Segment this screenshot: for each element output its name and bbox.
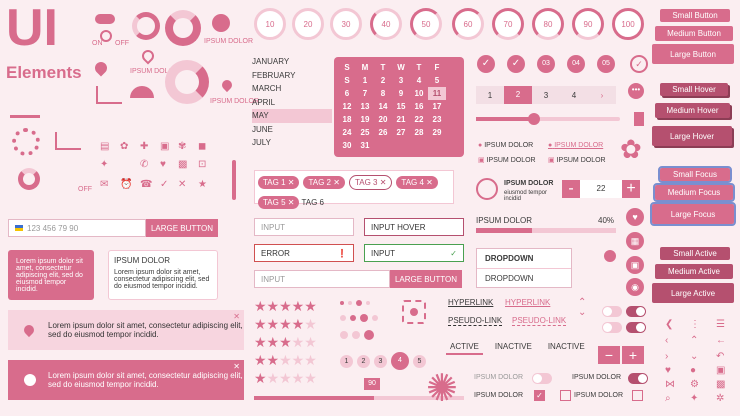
pagination: [476, 86, 616, 104]
cart-icon[interactable]: ▣: [626, 256, 644, 274]
flower-icon: ✾: [178, 141, 187, 152]
chat-icon: ▤: [100, 141, 110, 152]
bookmark-icon[interactable]: [634, 112, 644, 126]
weekday-label: S: [344, 63, 350, 72]
calendar-day[interactable]: 17: [432, 102, 442, 111]
stepper-minus-button[interactable]: -: [562, 180, 580, 198]
pin-outline-icon: [140, 48, 157, 65]
value-badge: 90: [364, 378, 380, 390]
calendar-day[interactable]: 5: [434, 76, 440, 85]
progress-circle: 100: [612, 8, 644, 40]
chevron-icon[interactable]: ❮: [665, 319, 674, 330]
pseudo-link[interactable]: PSEUDO-LINK: [448, 316, 503, 325]
settings-icon: ✿: [120, 141, 129, 152]
page-num-active[interactable]: 4: [391, 352, 409, 370]
large-button[interactable]: LARGE BUTTON: [390, 270, 462, 288]
more-icon[interactable]: •••: [628, 83, 644, 99]
star-icon: ✦: [100, 159, 109, 170]
ring-chart-icon: [165, 60, 209, 104]
user-icon: [24, 374, 36, 386]
chevron-right-icon[interactable]: ›: [600, 90, 604, 100]
profile-name: IPSUM DOLOR: [504, 180, 554, 187]
progress-circle: 20: [292, 8, 324, 40]
page-num[interactable]: 3: [374, 355, 387, 368]
checkbox-checked[interactable]: ✓: [534, 390, 545, 401]
heart-icon[interactable]: ♥: [665, 365, 671, 376]
page-number-row: [340, 352, 426, 370]
phone-icon: ✆: [140, 159, 149, 170]
toggle-row[interactable]: IPSUM DOLOR: [572, 374, 622, 381]
large-focus-button[interactable]: Large Focus: [652, 204, 734, 224]
grid-icon[interactable]: ▦: [626, 232, 644, 250]
page-num[interactable]: 1: [340, 355, 353, 368]
month-item[interactable]: JANUARY: [252, 57, 290, 66]
user-icon-row[interactable]: ● IPSUM DOLOR: [478, 142, 534, 149]
spinner-arrows-icon[interactable]: ⌃ ⌄: [578, 297, 587, 318]
input-hover-field[interactable]: INPUT HOVER: [364, 218, 464, 236]
tooltip-title: IPSUM DOLOR: [114, 256, 171, 265]
alert-dark: [8, 360, 244, 400]
weekday-label: S: [344, 76, 350, 85]
weekday-label: F: [434, 63, 440, 72]
calendar-day[interactable]: 20: [378, 115, 388, 124]
weekday-label: T: [380, 63, 386, 72]
weekday-label: T: [416, 63, 422, 72]
tooltip-pink: Lorem ipsum dolor sit amet, consectetur adipiscing elit, sed do eiusmod tempor incidid.: [8, 250, 94, 300]
calendar-day[interactable]: 14: [378, 102, 388, 111]
calendar-day[interactable]: 9: [398, 89, 404, 98]
tag-new-text[interactable]: TAG 6: [301, 198, 324, 207]
progress-circle: 60: [452, 8, 484, 40]
bag-icon: ◼: [198, 141, 207, 152]
month-item[interactable]: MARCH: [252, 84, 282, 93]
pie-chart-icon: [212, 14, 230, 32]
calendar: [334, 57, 464, 157]
page-subtitle: Elements: [6, 63, 82, 82]
small-active-button[interactable]: Small Active: [660, 247, 730, 260]
toggle-on[interactable]: [626, 322, 646, 333]
page-1[interactable]: 1: [487, 90, 493, 100]
sunburst-icon: ✺: [426, 368, 458, 410]
check-circle-icon[interactable]: ✓: [630, 55, 648, 73]
phone-icon: ☎: [140, 179, 153, 190]
map-pin-icon: [93, 60, 110, 77]
step-3[interactable]: 03: [537, 55, 555, 73]
check-icon: ✓: [450, 248, 457, 258]
month-item-selected[interactable]: MAY: [252, 109, 332, 123]
calendar-day[interactable]: 2: [380, 76, 386, 85]
calendar-day[interactable]: 10: [414, 89, 424, 98]
medium-button[interactable]: Medium Button: [655, 26, 733, 41]
alarm-icon: ⏰: [120, 179, 133, 190]
hyperlink-hover[interactable]: HYPERLINK: [505, 298, 551, 307]
cart-icon-row[interactable]: ▣ IPSUM DOLOR: [548, 157, 606, 164]
small-focus-button[interactable]: Small Focus: [660, 168, 730, 181]
calendar-day[interactable]: 28: [414, 128, 424, 137]
range-slider[interactable]: [476, 117, 620, 121]
small-button[interactable]: Small Button: [660, 9, 730, 22]
plus-button[interactable]: +: [622, 346, 644, 364]
tab-active[interactable]: ACTIVE: [446, 340, 483, 355]
calendar-day[interactable]: 25: [360, 128, 370, 137]
heart-icon: ♥: [160, 159, 166, 170]
large-button[interactable]: LARGE BUTTON: [146, 219, 218, 237]
star-rating[interactable]: ★★★★★ ★★★★★ ★★★★★ ★★★★★ ★★★★★: [254, 298, 317, 386]
star-icon[interactable]: ✦: [690, 393, 699, 404]
list-icon[interactable]: ☰: [716, 319, 725, 330]
scrollbar[interactable]: [232, 160, 236, 200]
progress-circle: 70: [492, 8, 524, 40]
tooltip-light: [108, 250, 218, 300]
tag-chip[interactable]: TAG 2 ✕: [303, 176, 344, 189]
tab-inactive[interactable]: INACTIVE: [547, 342, 585, 351]
checkbox-row[interactable]: IPSUM DOLOR: [474, 392, 524, 399]
weekday-label: W: [397, 63, 405, 72]
dots-indicator: [340, 300, 400, 350]
ipsum-label: IPSUM DOLOR: [130, 68, 180, 75]
page-num[interactable]: 2: [357, 355, 370, 368]
progress-circle: 80: [532, 8, 564, 40]
settings-icon[interactable]: ⚙: [690, 379, 699, 390]
profile-desc: eiusmod tempor incidid: [504, 190, 548, 202]
toggle-off[interactable]: [602, 306, 622, 317]
focus-target-icon: [402, 300, 426, 324]
pseudo-link-hover[interactable]: PSEUDO-LINK: [512, 316, 567, 325]
skill-progress: [476, 228, 616, 233]
alert-text: Lorem ipsum dolor sit amet, consectetur adipiscing elit, sed do eiusmod tempor incidid.: [48, 371, 243, 389]
tag-chip-hover[interactable]: TAG 3 ✕: [349, 175, 392, 190]
calendar-day[interactable]: 19: [360, 115, 370, 124]
calendar-day[interactable]: 23: [432, 115, 442, 124]
lock-icon: ⊡: [198, 159, 207, 170]
slider-dot[interactable]: [604, 250, 616, 262]
hyperlink[interactable]: HYPERLINK: [448, 298, 494, 307]
share-icon[interactable]: ⋈: [665, 379, 675, 390]
ipsum-label: IPSUM DOLOR: [204, 38, 254, 45]
star-icon: ★: [198, 179, 207, 190]
value-slider[interactable]: [254, 396, 374, 400]
minus-button[interactable]: −: [598, 346, 620, 364]
calendar-day[interactable]: 8: [380, 89, 386, 98]
step-4[interactable]: 04: [567, 55, 585, 73]
input-field[interactable]: INPUT: [254, 270, 390, 288]
image-icon[interactable]: ▩: [716, 379, 726, 390]
user-link-row[interactable]: ● IPSUM DOLOR: [548, 142, 604, 149]
switch-icon: [95, 14, 115, 24]
calendar-day[interactable]: 21: [396, 115, 406, 124]
medium-hover-button[interactable]: Medium Hover: [655, 103, 730, 118]
page-3[interactable]: 3: [543, 90, 549, 100]
arrow-left-icon[interactable]: ←: [716, 335, 726, 346]
cart-icon: ▣: [160, 141, 170, 152]
bar-chart-icon: [96, 86, 122, 104]
page-4[interactable]: 4: [571, 90, 577, 100]
image-icon: ▩: [178, 159, 188, 170]
calendar-day[interactable]: 29: [432, 128, 442, 137]
calendar-day[interactable]: 13: [360, 102, 370, 111]
calendar-day[interactable]: 22: [414, 115, 424, 124]
calendar-day[interactable]: 12: [342, 102, 352, 111]
gear-icon[interactable]: ✲: [716, 393, 725, 404]
skill-value: 40%: [598, 216, 615, 225]
calendar-day[interactable]: 24: [342, 128, 352, 137]
tag-chip[interactable]: TAG 5 ✕: [258, 196, 299, 209]
progress-circle: 90: [572, 8, 604, 40]
mail-icon: ✉: [100, 179, 109, 190]
month-item[interactable]: FEBRUARY: [252, 70, 296, 80]
progress-circle: 30: [330, 8, 362, 40]
page-num[interactable]: 5: [413, 355, 426, 368]
off-label: OFF: [78, 186, 92, 193]
stepper-plus-button[interactable]: +: [622, 180, 640, 198]
dropdown-label[interactable]: DROPDOWN: [477, 249, 571, 269]
phone-input[interactable]: [8, 219, 146, 237]
large-button[interactable]: Large Button: [652, 44, 734, 64]
calendar-day[interactable]: 4: [416, 76, 422, 85]
chevron-up-icon[interactable]: ⌃: [690, 335, 699, 346]
search-icon[interactable]: ⌕: [665, 393, 671, 404]
calendar-day[interactable]: 7: [362, 89, 368, 98]
tab-inactive[interactable]: INACTIVE: [494, 342, 532, 351]
small-hover-button[interactable]: Small Hover: [660, 83, 728, 96]
gauge-icon: [18, 168, 40, 190]
tab-bar: [446, 340, 589, 355]
bars-icon: [10, 100, 40, 118]
large-hover-button[interactable]: Large Hover: [652, 126, 732, 146]
month-item[interactable]: JULY: [252, 138, 271, 147]
month-item[interactable]: JUNE: [252, 124, 273, 134]
alert-text: Lorem ipsum dolor sit amet, consectetur adipiscing elit, sed do eiusmod tempor incidid.: [48, 321, 243, 339]
page-2-active[interactable]: 2: [504, 86, 532, 104]
error-icon: ❗: [337, 248, 347, 258]
toggle-row[interactable]: IPSUM DOLOR: [474, 374, 524, 381]
checkbox-row[interactable]: IPSUM DOLOR: [574, 392, 624, 399]
calendar-day[interactable]: 11: [428, 87, 446, 100]
medium-focus-button[interactable]: Medium Focus: [655, 185, 733, 200]
alert-light: [8, 310, 244, 350]
toggle-off[interactable]: [602, 322, 622, 333]
heart-icon[interactable]: ♥: [626, 208, 644, 226]
tag-chip[interactable]: TAG 4 ✕: [396, 176, 437, 189]
dropdown-option[interactable]: DROPDOWN: [485, 274, 534, 283]
page-title: UI: [6, 0, 58, 57]
half-circle-icon: [130, 86, 154, 98]
avatar: [476, 178, 498, 200]
slider-handle[interactable]: [528, 113, 540, 125]
chevron-right-icon[interactable]: ›: [665, 351, 669, 362]
user-icon[interactable]: ●: [690, 365, 697, 376]
checkbox-unchecked[interactable]: [560, 390, 571, 401]
month-list: [252, 55, 332, 150]
close-icon[interactable]: ✕: [233, 362, 240, 371]
ipsum-label: IPSUM DOLOR: [210, 98, 260, 105]
progress-circle: 40: [370, 8, 402, 40]
valid-field[interactable]: INPUT ✓: [364, 244, 464, 262]
tag-chip[interactable]: TAG 1 ✕: [258, 176, 299, 189]
map-pin-icon: [22, 323, 36, 337]
close-icon[interactable]: ✕: [233, 312, 240, 321]
skill-label: IPSUM DOLOR: [476, 216, 533, 225]
stepper-value[interactable]: 22: [596, 184, 606, 193]
tooltip-body: Lorem ipsum dolor sit amet, consectetur adipiscing elit, sed do eiusmod tempor incidid.: [114, 269, 210, 290]
toggle-off[interactable]: [532, 373, 552, 384]
calendar-day[interactable]: 3: [398, 76, 404, 85]
calendar-day[interactable]: 15: [396, 102, 406, 111]
chevron-left-icon[interactable]: ‹: [665, 335, 669, 346]
tag-input[interactable]: [254, 170, 454, 207]
toggle-on[interactable]: [628, 373, 648, 384]
dropdown[interactable]: [476, 248, 572, 288]
check-step-icon[interactable]: ✓: [477, 55, 495, 73]
checkbox-unchecked[interactable]: [632, 390, 643, 401]
check-step-icon[interactable]: ✓: [507, 55, 525, 73]
step-5[interactable]: 05: [597, 55, 615, 73]
progress-circle: 50: [410, 8, 442, 40]
map-pin-icon: [220, 78, 234, 92]
check-icon: ✓: [160, 179, 169, 190]
calendar-day[interactable]: 31: [360, 141, 370, 150]
cart-icon[interactable]: ▣: [716, 365, 726, 376]
toggle-on[interactable]: [626, 306, 646, 317]
chevron-down-icon[interactable]: ⌄: [690, 351, 699, 362]
gear-icon: ✿: [620, 134, 642, 164]
arc-gauge-icon: [132, 12, 160, 40]
off-label: OFF: [115, 40, 129, 47]
close-icon: ✕: [178, 179, 187, 190]
dotted-ring-icon: [12, 128, 40, 156]
line-chart-icon: [55, 132, 81, 150]
calendar-day[interactable]: 30: [342, 141, 352, 150]
calendar-day[interactable]: 18: [342, 115, 352, 124]
camera-icon[interactable]: ◉: [626, 278, 644, 296]
stepper: [562, 180, 640, 198]
plus-icon: ✚: [140, 141, 149, 152]
grid-icon[interactable]: ⋮: [690, 319, 700, 330]
calendar-day[interactable]: 1: [362, 76, 368, 85]
weekday-label: M: [361, 63, 369, 72]
calendar-day[interactable]: 16: [414, 102, 424, 111]
large-active-button[interactable]: Large Active: [652, 283, 734, 303]
medium-active-button[interactable]: Medium Active: [655, 264, 733, 279]
month-item[interactable]: APRIL: [252, 97, 276, 107]
undo-icon[interactable]: ↶: [716, 351, 725, 362]
error-field[interactable]: ERROR ❗: [254, 244, 354, 262]
cart-icon-row[interactable]: ▣ IPSUM DOLOR: [478, 157, 536, 164]
flag-icon: [15, 225, 23, 231]
calendar-day[interactable]: 26: [378, 128, 388, 137]
phone-placeholder: 123 456 79 90: [27, 223, 79, 233]
input-field[interactable]: INPUT: [254, 218, 354, 236]
progress-circle: 10: [254, 8, 286, 40]
donut-chart-icon: [165, 10, 201, 46]
calendar-day[interactable]: 27: [396, 128, 406, 137]
on-label: ON: [92, 40, 103, 47]
calendar-day[interactable]: 6: [344, 89, 350, 98]
